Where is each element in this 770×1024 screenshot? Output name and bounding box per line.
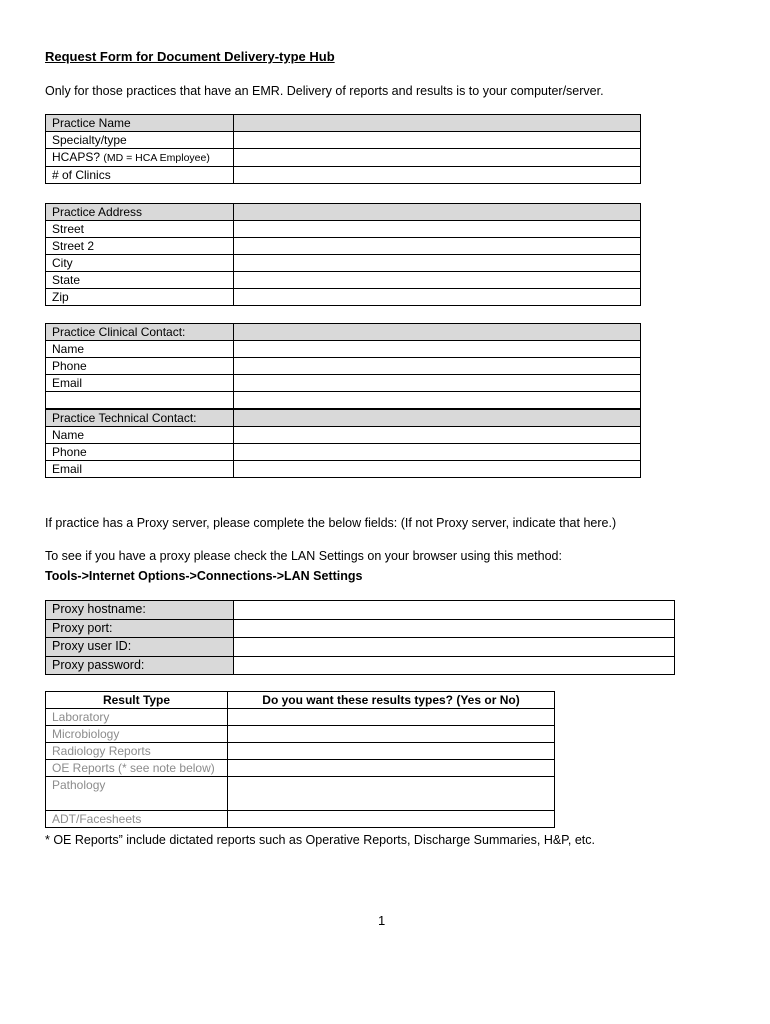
result-microbiology-field[interactable] xyxy=(228,726,555,743)
result-radiology-label: Radiology Reports xyxy=(46,743,228,760)
result-adt-field[interactable] xyxy=(228,811,555,828)
hcaps-label xyxy=(46,149,234,167)
technical-contact-header-cell xyxy=(234,410,641,427)
clinical-email-field[interactable] xyxy=(234,375,641,392)
city-field[interactable] xyxy=(234,255,641,272)
city-label: City xyxy=(46,255,234,272)
proxy-instruction: If practice has a Proxy server, please complete the below fields: (If not Proxy server, indicate that here.) xyxy=(45,516,617,530)
proxy-user-label: Proxy user ID: xyxy=(46,638,234,657)
clinical-contact-header: Practice Clinical Contact: xyxy=(46,324,234,341)
technical-email-label: Email xyxy=(46,461,234,478)
result-adt-label: ADT/Facesheets xyxy=(46,811,228,828)
oe-reports-footnote: * OE Reports” include dictated reports such as Operative Reports, Discharge Summaries, H&P, etc. xyxy=(45,833,596,847)
practice-name-field[interactable] xyxy=(234,115,641,132)
result-pathology-label: Pathology xyxy=(46,777,228,811)
page-number: 1 xyxy=(378,913,386,928)
proxy-port-field[interactable] xyxy=(234,619,675,638)
result-type-header: Result Type xyxy=(46,692,228,709)
clinical-name-label: Name xyxy=(46,341,234,358)
result-pathology-field[interactable] xyxy=(228,777,555,811)
result-laboratory-label: Laboratory xyxy=(46,709,228,726)
technical-phone-field[interactable] xyxy=(234,444,641,461)
technical-name-label: Name xyxy=(46,427,234,444)
practice-name-label: Practice Name xyxy=(46,115,234,132)
address-header-cell xyxy=(234,204,641,221)
practice-table xyxy=(45,114,641,184)
proxy-password-label: Proxy password: xyxy=(46,656,234,675)
state-field[interactable] xyxy=(234,272,641,289)
zip-label: Zip xyxy=(46,289,234,306)
clinical-contact-header-cell xyxy=(234,324,641,341)
result-radiology-field[interactable] xyxy=(228,743,555,760)
proxy-user-field[interactable] xyxy=(234,638,675,657)
spacer-cell-right xyxy=(234,392,641,409)
proxy-check-text: To see if you have a proxy please check the LAN Settings on your browser using this method: xyxy=(45,549,562,563)
street-field[interactable] xyxy=(234,221,641,238)
address-table xyxy=(45,203,641,306)
zip-field[interactable] xyxy=(234,289,641,306)
clinical-phone-field[interactable] xyxy=(234,358,641,375)
result-microbiology-label: Microbiology xyxy=(46,726,228,743)
result-laboratory-field[interactable] xyxy=(228,709,555,726)
hcaps-field[interactable] xyxy=(234,149,641,167)
results-table xyxy=(45,691,555,828)
result-oe-reports-label: OE Reports (* see note below) xyxy=(46,760,228,777)
form-title: Request Form for Document Delivery-type Hub xyxy=(45,49,335,64)
clinical-phone-label: Phone xyxy=(46,358,234,375)
spacer-cell xyxy=(46,392,234,409)
proxy-port-label: Proxy port: xyxy=(46,619,234,638)
street2-field[interactable] xyxy=(234,238,641,255)
clinical-contact-table xyxy=(45,323,641,392)
hcaps-note: (MD = HCA Employee) xyxy=(103,152,210,164)
technical-phone-label: Phone xyxy=(46,444,234,461)
result-oe-reports-field[interactable] xyxy=(228,760,555,777)
intro-text: Only for those practices that have an EMR. Delivery of reports and results is to your computer/server. xyxy=(45,84,604,98)
street-label: Street xyxy=(46,221,234,238)
proxy-password-field[interactable] xyxy=(234,656,675,675)
spacer-table xyxy=(45,392,641,409)
proxy-hostname-field[interactable] xyxy=(234,601,675,620)
technical-contact-table xyxy=(45,409,641,478)
clinics-field[interactable] xyxy=(234,167,641,184)
technical-contact-header: Practice Technical Contact: xyxy=(46,410,234,427)
proxy-path-text: Tools->Internet Options->Connections->LAN Settings xyxy=(45,569,363,583)
technical-name-field[interactable] xyxy=(234,427,641,444)
proxy-table xyxy=(45,600,675,675)
state-label: State xyxy=(46,272,234,289)
hcaps-label-text: HCAPS? xyxy=(52,150,101,164)
address-header: Practice Address xyxy=(46,204,234,221)
specialty-field[interactable] xyxy=(234,132,641,149)
street2-label: Street 2 xyxy=(46,238,234,255)
clinical-name-field[interactable] xyxy=(234,341,641,358)
clinics-label: # of Clinics xyxy=(46,167,234,184)
clinical-email-label: Email xyxy=(46,375,234,392)
result-choice-header: Do you want these results types? (Yes or No) xyxy=(228,692,555,709)
proxy-hostname-label: Proxy hostname: xyxy=(46,601,234,620)
specialty-label: Specialty/type xyxy=(46,132,234,149)
technical-email-field[interactable] xyxy=(234,461,641,478)
